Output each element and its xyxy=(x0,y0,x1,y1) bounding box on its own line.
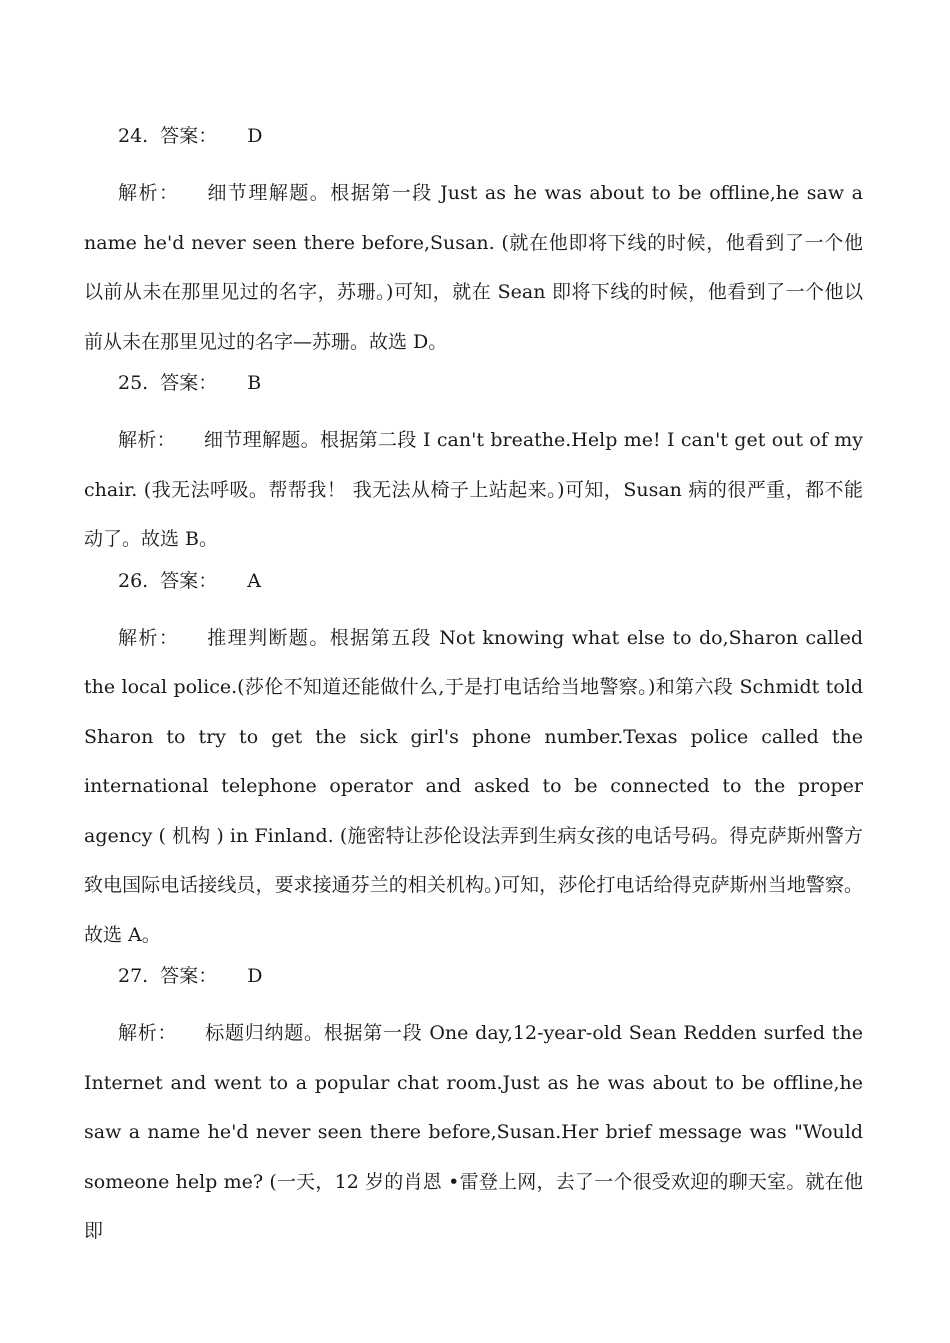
explanation-label: 解析： xyxy=(118,429,176,451)
question-24 xyxy=(84,122,863,367)
explanation-label: 解析： xyxy=(118,626,180,649)
explanation-label: 解析： xyxy=(118,1022,178,1044)
answer-line xyxy=(84,567,863,595)
explanation-paragraph xyxy=(84,614,863,961)
answer-label: 答案： xyxy=(160,372,218,394)
explanation-label: 解析： xyxy=(118,182,180,204)
explanation-text: 推理判断题。根据第五段 Not knowing what else to do,Sharon called the local police.(莎伦不知道还能做什么,于是打电话给当地警察。)和第六段 Schmidt told Sharon to try to get the sick girl's phone number.Texas police called the international telephone operator and asked to be connected to the proper agency ( 机构 ) in Finland. (施密特让莎伦设法弄到生病女孩的电话号码。得克萨斯州警方致电国际电话接线员，要求接通芬兰的相关机构。)可知，莎伦打电话给得克萨斯州当地警察。故选 A。 xyxy=(84,626,863,946)
explanation-text: 标题归纳题。根据第一段 One day,12-year-old Sean Redden surfed the Internet and went to a popular chat room.Just as he was about to be offline,he saw a name he'd never seen there before,Susan.Her brief message was "Would someone help me? (一天，12 岁的肖恩 •雷登上网，去了一个很受欢迎的聊天室。就在他即 xyxy=(84,1022,863,1242)
question-number: 26. xyxy=(118,569,149,592)
question-27 xyxy=(84,962,863,1257)
answer-value: D xyxy=(247,965,263,987)
explanation-paragraph xyxy=(84,1009,863,1257)
explanation-text: 细节理解题。根据第一段 Just as he was about to be offline,he saw a name he'd never seen there before,Susan. (就在他即将下线的时候，他看到了一个他以前从未在那里见过的名字，苏珊。)可知，就在 Sean 即将下线的时候，他看到了一个他以前从未在那里见过的名字—苏珊。故选 D。 xyxy=(84,182,863,353)
answer-label: 答案： xyxy=(160,569,218,592)
answer-label: 答案： xyxy=(160,125,218,147)
document-page xyxy=(84,122,863,1257)
question-number: 27. xyxy=(118,965,149,987)
answer-line xyxy=(84,122,863,150)
answer-value: D xyxy=(247,125,263,147)
question-26 xyxy=(84,567,863,961)
answer-line xyxy=(84,369,863,397)
explanation-paragraph xyxy=(84,416,863,565)
question-number: 25. xyxy=(118,372,149,394)
explanation-text: 细节理解题。根据第二段 I can't breathe.Help me! I can't get out of my chair. (我无法呼吸。帮帮我！ 我无法从椅子上站起来。)可知，Susan 病的很严重，都不能动了。故选 B。 xyxy=(84,429,863,550)
answer-line xyxy=(84,962,863,990)
question-25 xyxy=(84,369,863,565)
explanation-paragraph xyxy=(84,169,863,367)
question-number: 24. xyxy=(118,125,149,147)
answer-value: B xyxy=(247,372,262,394)
answer-value: A xyxy=(247,569,261,592)
answer-label: 答案： xyxy=(160,965,218,987)
